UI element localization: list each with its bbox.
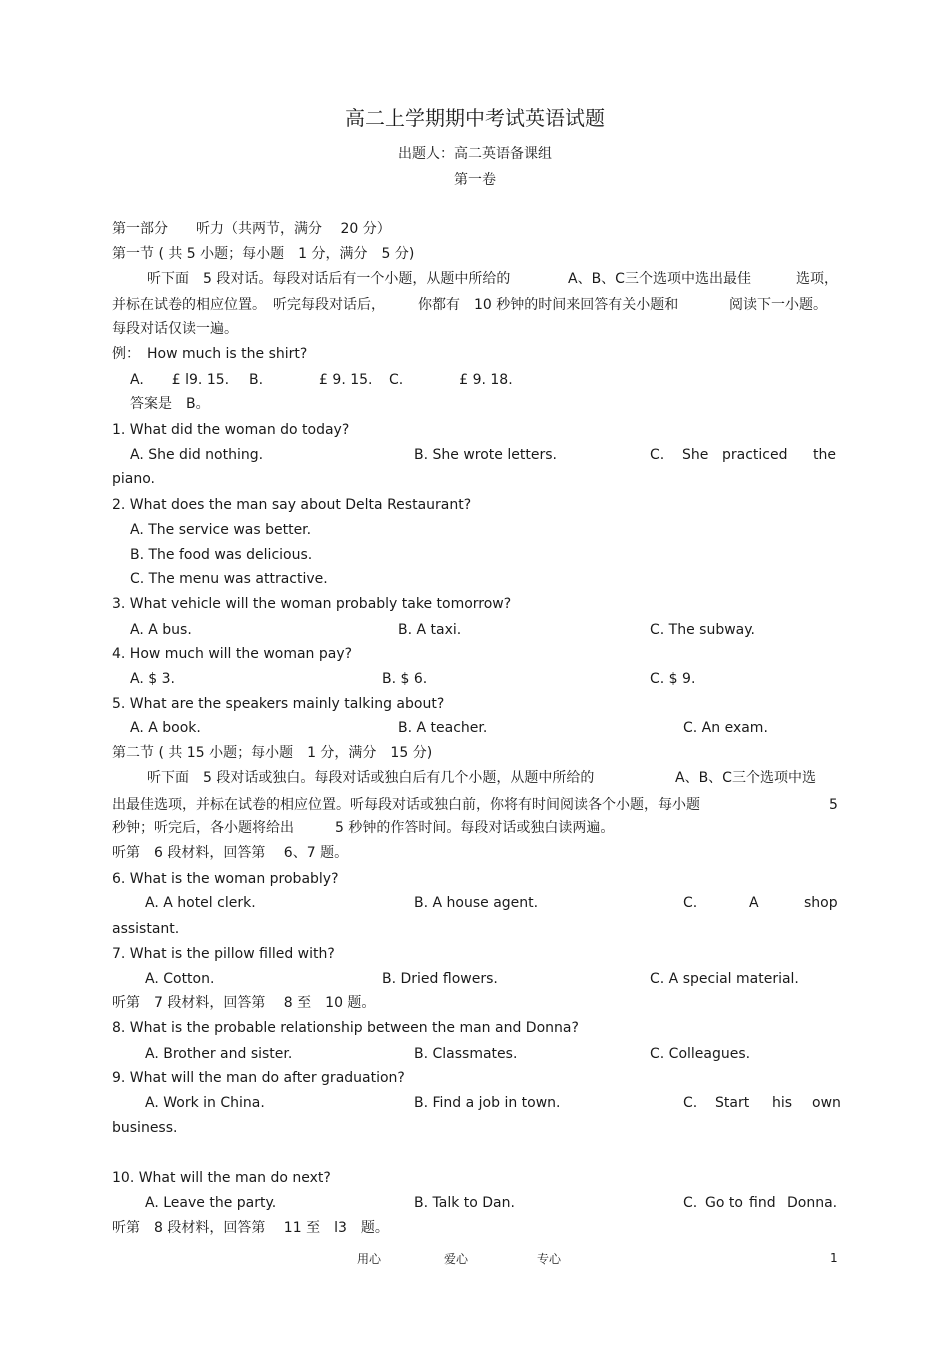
option-b: B. Classmates.	[414, 1046, 518, 1062]
option-b: B. The food was delicious.	[130, 547, 313, 563]
option-a: A. A hotel clerk.	[145, 895, 256, 911]
part1-heading: 第一部分 听力（共两节，满分 20 分）	[112, 221, 391, 237]
example-question: 例： How much is the shirt?	[112, 346, 308, 362]
example-option-c: C. £ 9. 18.	[389, 372, 513, 388]
option-c: C.	[683, 895, 698, 911]
material-note: 听第 6 段材料，回答第 6、7 题。	[112, 845, 349, 861]
option-c: his	[772, 1095, 793, 1111]
question: 4. How much will the woman pay?	[112, 646, 353, 662]
option-a: A. $ 3.	[130, 671, 175, 687]
option-c: A	[749, 895, 759, 911]
option-a: A. A bus.	[130, 622, 192, 638]
instr-text: 5 秒钟的作答时间。每段对话或独白读两遍。	[335, 820, 615, 836]
instr-text: 并标在试卷的相应位置。 听完每段对话后，	[112, 297, 385, 313]
option-c: C. The subway.	[650, 622, 755, 638]
option-b: B. Talk to Dan.	[414, 1195, 515, 1211]
option-c: Donna.	[787, 1195, 838, 1211]
footer-motto: 专心	[537, 1252, 562, 1266]
option-c: She	[682, 447, 709, 463]
option-c: own	[812, 1095, 841, 1111]
instr-text: 听下面 5 段对话或独白。每段对话或独白后有几个小题，从题中所给的	[147, 770, 595, 786]
material-note: 听第 8 段材料，回答第 11 至 l3 题。	[112, 1220, 389, 1236]
section1-heading: 第一节 ( 共 5 小题；每小题 1 分，满分 5 分)	[112, 246, 415, 262]
option-b: B. A teacher.	[398, 720, 488, 736]
option-c: find	[749, 1195, 776, 1211]
option-a: A. Cotton.	[145, 971, 215, 987]
instr-text: A、B、C三个选项中选出最佳	[568, 271, 751, 287]
option-b: B. A taxi.	[398, 622, 462, 638]
option-c: the	[813, 447, 836, 463]
option-c: Start	[715, 1095, 750, 1111]
question: 1. What did the woman do today?	[112, 422, 350, 438]
instr-text: 出最佳选项，并标在试卷的相应位置。听每段对话或独白前，你将有时间阅读各个小题，每小题	[112, 797, 700, 813]
instr-text: 每段对话仅读一遍。	[112, 321, 238, 337]
section2-heading: 第二节 ( 共 15 小题；每小题 1 分，满分 15 分)	[112, 745, 433, 761]
example-answer: 答案是 B。	[130, 396, 210, 412]
option-c: shop	[804, 895, 838, 911]
option-c: C. $ 9.	[650, 671, 696, 687]
option-c: C. An exam.	[683, 720, 768, 736]
question: 7. What is the pillow filled with?	[112, 946, 335, 962]
option-c-cont: assistant.	[112, 921, 180, 937]
instr-text: 5	[829, 797, 838, 813]
instr-text: 秒钟；听完后，各小题将给出	[112, 820, 294, 836]
option-a: A. The service was better.	[130, 522, 312, 538]
option-a: A. Leave the party.	[145, 1195, 277, 1211]
option-b: B. She wrote letters.	[414, 447, 557, 463]
option-a: A. Work in China.	[145, 1095, 265, 1111]
instr-text: A、B、C三个选项中选	[675, 770, 816, 786]
instr-text: 你都有 10 秒钟的时间来回答有关小题和	[418, 297, 679, 313]
example-option-b: B. £ 9. 15.	[249, 372, 373, 388]
option-b: B. Find a job in town.	[414, 1095, 561, 1111]
setter-line: 出题人：高二英语备课组	[398, 146, 552, 162]
option-c: C.	[650, 447, 665, 463]
volume-label: 第一卷	[454, 172, 496, 188]
option-c: practiced	[722, 447, 788, 463]
question: 3. What vehicle will the woman probably take tomorrow?	[112, 596, 512, 612]
question: 5. What are the speakers mainly talking about?	[112, 696, 445, 712]
option-b: B. A house agent.	[414, 895, 539, 911]
footer-motto: 爱心	[444, 1252, 469, 1266]
option-c: C. Colleagues.	[650, 1046, 751, 1062]
option-c-cont: business.	[112, 1120, 178, 1136]
question: 2. What does the man say about Delta Restaurant?	[112, 497, 472, 513]
option-b: B. Dried flowers.	[382, 971, 498, 987]
option-b: B. $ 6.	[382, 671, 428, 687]
instr-text: 选项，	[796, 271, 838, 287]
option-a: A. Brother and sister.	[145, 1046, 293, 1062]
option-a: A. She did nothing.	[130, 447, 264, 463]
instr-text: 听下面 5 段对话。每段对话后有一个小题，从题中所给的	[147, 271, 511, 287]
question: 10. What will the man do next?	[112, 1170, 331, 1186]
page-number: 1	[830, 1251, 838, 1265]
option-c: C. The menu was attractive.	[130, 571, 328, 587]
option-a: A. A book.	[130, 720, 201, 736]
instr-text: 阅读下一小题。	[729, 297, 827, 313]
footer-motto: 用心	[357, 1252, 382, 1266]
option-c: C.	[683, 1095, 698, 1111]
example-option-a: A. £ l9. 15.	[130, 372, 230, 388]
page-title: 高二上学期期中考试英语试题	[345, 106, 605, 130]
option-c: C.	[683, 1195, 698, 1211]
question: 6. What is the woman probably?	[112, 871, 339, 887]
option-c: C. A special material.	[650, 971, 799, 987]
question: 8. What is the probable relationship between the man and Donna?	[112, 1020, 579, 1036]
option-c-cont: piano.	[112, 471, 155, 487]
question: 9. What will the man do after graduation?	[112, 1070, 405, 1086]
option-c: Go to	[705, 1195, 743, 1211]
material-note: 听第 7 段材料，回答第 8 至 10 题。	[112, 995, 376, 1011]
